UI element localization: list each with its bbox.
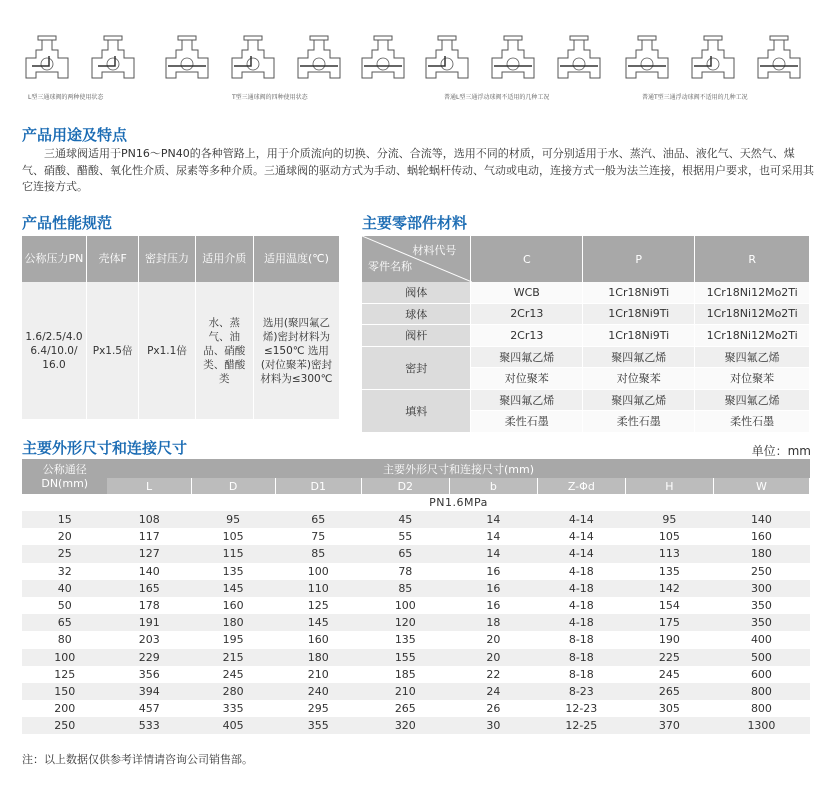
diagram-caption-l-unsuitable: 普通L型三通浮动球阀不适用的几种工况: [444, 94, 550, 101]
dim-cell: 26: [449, 700, 537, 717]
dim-cell: 4-18: [537, 614, 625, 631]
mat-cell: 柔性石墨: [471, 411, 583, 433]
table-row: [22, 528, 810, 545]
valve-diagram-strip: [22, 34, 812, 106]
perf-header-media: 适用介质: [195, 236, 253, 282]
dim-cell: 180: [191, 614, 275, 631]
dim-cell-dn: 80: [22, 631, 107, 648]
dim-cell: 110: [275, 580, 361, 597]
dim-cell: 245: [191, 666, 275, 683]
dim-header-group: 主要外形尺寸和连接尺寸(mm): [107, 459, 809, 478]
dim-cell: 135: [191, 563, 275, 580]
mat-row-name-packing: 填料: [362, 389, 471, 432]
dim-cell-dn: 150: [22, 683, 107, 700]
dim-header-dn: 公称通径DN(mm): [22, 459, 107, 494]
dim-cell: 500: [713, 649, 809, 666]
dim-cell: 355: [275, 717, 361, 734]
dim-cell-dn: 125: [22, 666, 107, 683]
dim-cell: 14: [449, 511, 537, 528]
dim-cell: 178: [107, 597, 191, 614]
dim-cell: 305: [625, 700, 713, 717]
dim-cell: 142: [625, 580, 713, 597]
mat-cell: 1Cr18Ni9Ti: [583, 303, 695, 325]
mat-cell: 2Cr13: [471, 303, 583, 325]
dim-cell: 160: [191, 597, 275, 614]
table-row: [22, 614, 810, 631]
table-row: [22, 683, 810, 700]
dim-cell: 335: [191, 700, 275, 717]
dim-cell: 160: [275, 631, 361, 648]
dim-cell: 30: [449, 717, 537, 734]
dim-cell-dn: 250: [22, 717, 107, 734]
dim-col-z-phid: Z-Φd: [537, 478, 625, 494]
mat-col-p: P: [583, 236, 695, 282]
dim-cell: 370: [625, 717, 713, 734]
dim-cell: 191: [107, 614, 191, 631]
perf-temp: 选用(聚四氟乙烯)密封材料为≤150℃ 选用(对位聚苯)密封材料为≤300℃: [253, 282, 339, 419]
dim-cell: 250: [713, 563, 809, 580]
dim-cell: 356: [107, 666, 191, 683]
mat-cell: 1Cr18Ni9Ti: [583, 282, 695, 303]
dim-cell-dn: 15: [22, 511, 107, 528]
dim-cell: 185: [361, 666, 449, 683]
dim-cell-dn: 50: [22, 597, 107, 614]
valve-diagrams: [22, 34, 812, 90]
mat-cell: 聚四氟乙烯: [695, 346, 810, 368]
mat-cell: 柔性石墨: [695, 411, 810, 433]
dim-cell-dn: 65: [22, 614, 107, 631]
dim-cell: 65: [361, 545, 449, 562]
mat-cell: 1Cr18Ni12Mo2Ti: [695, 325, 810, 347]
materials-table: [362, 236, 810, 433]
table-row: [22, 717, 810, 734]
mat-cell: WCB: [471, 282, 583, 303]
dim-cell: 113: [625, 545, 713, 562]
dim-cell: 265: [361, 700, 449, 717]
dim-cell: 22: [449, 666, 537, 683]
mat-col-c: C: [471, 236, 583, 282]
dim-cell: 78: [361, 563, 449, 580]
dim-col-b: b: [449, 478, 537, 494]
dim-cell: 115: [191, 545, 275, 562]
dim-col-d2: D2: [361, 478, 449, 494]
dim-col-d: D: [191, 478, 275, 494]
table-row: [22, 580, 810, 597]
perf-shell: Px1.5倍: [86, 282, 138, 419]
dim-cell: 4-18: [537, 597, 625, 614]
dim-cell: 195: [191, 631, 275, 648]
dim-cell: 140: [713, 511, 809, 528]
dim-cell: 12-25: [537, 717, 625, 734]
dim-cell: 105: [625, 528, 713, 545]
mat-row-name: 阀体: [362, 282, 471, 303]
dim-cell: 14: [449, 545, 537, 562]
dim-cell-dn: 32: [22, 563, 107, 580]
dim-cell: 16: [449, 597, 537, 614]
dim-cell: 85: [275, 545, 361, 562]
dim-cell-dn: 100: [22, 649, 107, 666]
dim-cell: 4-18: [537, 563, 625, 580]
diagram-caption-t-unsuitable: 普通T型三通浮动球阀不适用的几种工况: [642, 94, 748, 101]
performance-table: [22, 236, 340, 419]
table-row: [22, 700, 810, 717]
dim-cell: 245: [625, 666, 713, 683]
dim-cell: 295: [275, 700, 361, 717]
dim-cell: 4-14: [537, 545, 625, 562]
dim-cell: 95: [191, 511, 275, 528]
unit-label: 单位：mm: [751, 444, 811, 458]
perf-media: 水、蒸气、油品、硝酸类、醋酸类: [195, 282, 253, 419]
mat-cell: 聚四氟乙烯: [471, 389, 583, 411]
dim-cell-dn: 200: [22, 700, 107, 717]
perf-header-shell: 壳体F: [86, 236, 138, 282]
mat-cell: 聚四氟乙烯: [695, 389, 810, 411]
dim-cell: 320: [361, 717, 449, 734]
mat-corner-header: [362, 236, 471, 282]
dim-cell: 12-23: [537, 700, 625, 717]
dim-cell: 145: [191, 580, 275, 597]
mat-cell: 2Cr13: [471, 325, 583, 347]
mat-cell: 对位聚苯: [695, 368, 810, 390]
dim-col-w: W: [713, 478, 809, 494]
dim-cell: 4-14: [537, 528, 625, 545]
dim-cell: 165: [107, 580, 191, 597]
dim-cell: 75: [275, 528, 361, 545]
dim-cell: 225: [625, 649, 713, 666]
section-title-materials: 主要零部件材料: [362, 214, 468, 232]
dim-col-h: H: [625, 478, 713, 494]
mat-cell: 聚四氟乙烯: [471, 346, 583, 368]
table-row: [22, 545, 810, 562]
dim-cell: 8-18: [537, 666, 625, 683]
dim-cell: 125: [275, 597, 361, 614]
dim-cell: 140: [107, 563, 191, 580]
dim-cell: 14: [449, 528, 537, 545]
dim-cell: 95: [625, 511, 713, 528]
dim-cell: 117: [107, 528, 191, 545]
dim-cell: 280: [191, 683, 275, 700]
diagram-caption-l: L型三通球阀的两种使用状态: [28, 94, 104, 101]
dim-cell: 55: [361, 528, 449, 545]
dim-cell: 457: [107, 700, 191, 717]
dim-cell: 300: [713, 580, 809, 597]
table-row: [22, 511, 810, 528]
section-title-performance: 产品性能规范: [22, 214, 113, 232]
dim-cell: 4-14: [537, 511, 625, 528]
mat-cell: 聚四氟乙烯: [583, 389, 695, 411]
dim-cell: 1300: [713, 717, 809, 734]
dim-cell: 405: [191, 717, 275, 734]
dim-cell: 600: [713, 666, 809, 683]
dim-cell: 210: [275, 666, 361, 683]
dim-cell: 265: [625, 683, 713, 700]
dim-col-d1: D1: [275, 478, 361, 494]
dim-cell: 160: [713, 528, 809, 545]
dim-cell: 20: [449, 649, 537, 666]
dim-cell: 135: [361, 631, 449, 648]
table-row: [22, 563, 810, 580]
perf-pressure: 1.6/2.5/4.0 6.4/10.0/ 16.0: [22, 282, 86, 419]
footnote: 注：以上数据仅供参考详情请咨询公司销售部。: [22, 753, 253, 766]
dim-pn-blank: [22, 494, 107, 511]
dim-cell: 20: [449, 631, 537, 648]
mat-row-name: 球体: [362, 303, 471, 325]
dim-cell-dn: 20: [22, 528, 107, 545]
dim-cell: 180: [275, 649, 361, 666]
dim-cell: 215: [191, 649, 275, 666]
dim-cell: 85: [361, 580, 449, 597]
dim-cell: 45: [361, 511, 449, 528]
mat-cell: 聚四氟乙烯: [583, 346, 695, 368]
dim-cell: 240: [275, 683, 361, 700]
dim-cell: 8-18: [537, 631, 625, 648]
dim-cell: 154: [625, 597, 713, 614]
mat-col-r: R: [695, 236, 810, 282]
table-row: [22, 649, 810, 666]
mat-cell: 1Cr18Ni12Mo2Ti: [695, 303, 810, 325]
dim-cell: 135: [625, 563, 713, 580]
dim-cell: 16: [449, 580, 537, 597]
dim-cell: 394: [107, 683, 191, 700]
dim-cell: 16: [449, 563, 537, 580]
dim-cell: 4-18: [537, 580, 625, 597]
dim-cell: 24: [449, 683, 537, 700]
dim-cell-dn: 25: [22, 545, 107, 562]
dim-cell: 400: [713, 631, 809, 648]
dim-cell: 180: [713, 545, 809, 562]
dim-cell: 175: [625, 614, 713, 631]
mat-corner-bottom: 零件名称: [368, 260, 412, 273]
mat-cell: 对位聚苯: [583, 368, 695, 390]
mat-cell: 1Cr18Ni12Mo2Ti: [695, 282, 810, 303]
dim-cell: 350: [713, 597, 809, 614]
dim-cell: 800: [713, 683, 809, 700]
dim-cell: 203: [107, 631, 191, 648]
dim-cell: 108: [107, 511, 191, 528]
dim-cell: 105: [191, 528, 275, 545]
mat-cell: 对位聚苯: [471, 368, 583, 390]
dim-cell: 100: [275, 563, 361, 580]
dim-cell: 350: [713, 614, 809, 631]
dim-cell: 127: [107, 545, 191, 562]
perf-header-seal: 密封压力: [139, 236, 195, 282]
mat-cell: 1Cr18Ni9Ti: [583, 325, 695, 347]
dim-cell: 120: [361, 614, 449, 631]
section-title-dimensions: 主要外形尺寸和连接尺寸: [22, 439, 188, 457]
dim-cell: 8-18: [537, 649, 625, 666]
section-title-usage: 产品用途及特点: [22, 126, 128, 144]
dim-cell: 8-23: [537, 683, 625, 700]
dim-cell: 145: [275, 614, 361, 631]
mat-row-name-seal: 密封: [362, 346, 471, 389]
diagram-caption-t: T型三通球阀的四种使用状态: [232, 94, 308, 101]
dim-col-l: L: [107, 478, 191, 494]
dim-cell: 800: [713, 700, 809, 717]
usage-paragraph: 三通球阀适用于PN16～PN40的各种管路上，用于介质流向的切换、分流、合流等，选用不同的材质，可分别适用于水、蒸汽、油品、液化气、天然气、煤气、硝酸、醋酸、氧化性介质、尿素等多种介质。三通球阀的驱动方式为手动、蜗轮蜗杆传动、气动或电动，连接方式一般为法兰连接，根据用户要求，也可采用其它连接方式。: [22, 147, 814, 193]
dimensions-table: [22, 459, 810, 734]
table-row: [22, 666, 810, 683]
dim-cell: 65: [275, 511, 361, 528]
mat-cell: 柔性石墨: [583, 411, 695, 433]
dim-cell: 229: [107, 649, 191, 666]
dim-cell: 210: [361, 683, 449, 700]
dim-cell: 155: [361, 649, 449, 666]
perf-header-pressure: 公称压力PN: [22, 236, 86, 282]
dim-cell: 190: [625, 631, 713, 648]
dim-cell: 533: [107, 717, 191, 734]
perf-seal: Px1.1倍: [139, 282, 195, 419]
table-row: [22, 631, 810, 648]
dim-cell: 18: [449, 614, 537, 631]
mat-corner-top: 材料代号: [412, 244, 457, 257]
perf-header-temp: 适用温度(℃): [253, 236, 339, 282]
dim-cell-dn: 40: [22, 580, 107, 597]
table-row: [22, 597, 810, 614]
dim-pn-label: PN1.6MPa: [107, 494, 809, 511]
mat-row-name: 阀杆: [362, 325, 471, 347]
dim-cell: 100: [361, 597, 449, 614]
